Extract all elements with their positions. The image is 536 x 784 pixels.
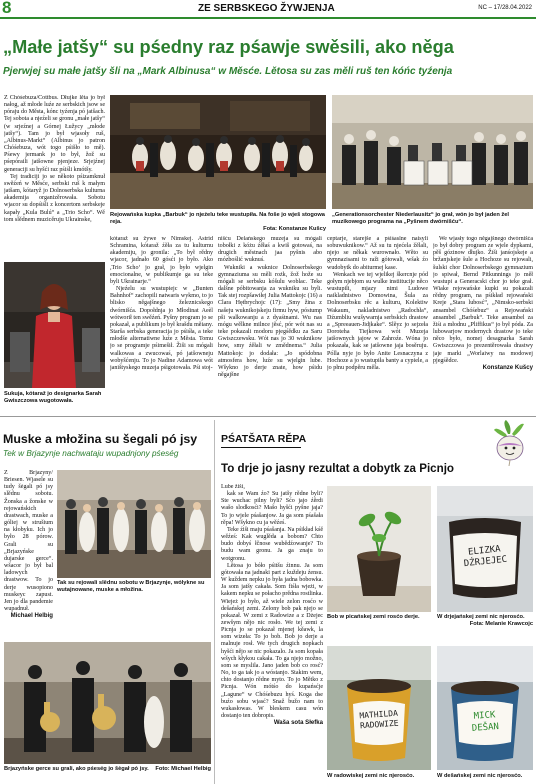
dance-photo-caption (110, 212, 326, 232)
plant-pot-photo-picnjo (327, 486, 431, 612)
plant-pot-caption-jar (437, 614, 533, 630)
caption-text: Rejowańska kupka „Barbuk“ jo njeźelu teke wustupiła. Na foše jo wješ stogowa reja. (110, 212, 325, 225)
photo-credit: Fota: Konstanze Kušcy (263, 225, 326, 232)
singer-photo (4, 262, 105, 388)
plant-pot-caption-radowize: W radowiskej zemi nic njerosćo. (327, 773, 415, 779)
procession-photo-caption: Tak su rejowali slědnu sobotu w Brjazynje, wólykne su wutajnowane, muske a młožina. (57, 580, 205, 593)
caption-text: W drjejańskej zemi nic njerosćo. (437, 614, 525, 620)
lead-paragraph: Tej tradiciji jo se někoto pśizamknuł swěźeń w Měsće, serbski ruš k małym jatšam, kótaryž jo Dolnoserbska kulturna akademija organizěrowała. Sobotu wjacor su dopśiśli z koncertom serbskeje kapały „Kula Bulú“ a „Trio Scho“. Wě tom slědnem muzicěruju Ukrainske, (4, 173, 105, 223)
plant-pot-photo-radowize (327, 646, 431, 770)
bottom-left-subheadline: Tek w Brjazynje nachwataju wupadnjony pśeség (3, 449, 179, 458)
lead-headline: „Małe jatšy“ su pśedny raz pśawje swěsili, ako něga (3, 37, 454, 57)
lead-subheadline: Pjerwjej su małe jatšy šli na „Mark Albinusa“ w Měsće. Lětosa su zas měli ruš ten kóńc tyźenja (3, 66, 453, 77)
article-paragraph: kak se Wam źo? Su jatšy rědne byli? Ste wuchac pilny byli? Sćo jajo źěrdi wašo slodkosći? Mašo hyšći pyšne jaja? To jo wjele pśašanjow. Ja ga som pśašała rěpa! Wšykno cu ja wěźeś. (221, 491, 323, 526)
page-number: 8 (2, 0, 12, 17)
orchestra-photo-caption: „Generationsorchester Niederlausitz“ jo grał, wón jo był jaden žel muzikowego programa na „Pyšnem dwórnišću“. (332, 212, 509, 225)
lead-paragraph: We wjasły togo něgajšnego dwórnišća jo był dobry program ze wjele dypkami, pěš gózinow dłujko. Žiši janśojskeje a bržanjskeje šule a Hochoze su rejowali, šulski chor Dolnoserbskego gymnazium jo spiwał, Bernd Pitkunnings jo měł wustupi a Generacski chor jo teke grał. Wiake rejowańske kupki su pokazali rědny program, na pśikład rejowański Kreje „Stara lubosć“, „Nimsko-serbski ansambel Chóśebuz“ a Rejowański ansambel „Barbuk“. Teke ansambel za žiśi a młodnu „Pliffikus“ jo był póda. Za lubowarjow modernych drastow jo teke něco było, nomej desagnarka Sarah Gwiszczowa jo prezentěrowała drastwy jaje marki „Worlaiwy na modowej pjegśědce. (433, 236, 533, 364)
plant-pot-caption-dessan: W dešańskej zemi nic njerosćo. (437, 773, 523, 779)
issue-label: NC – 17/28.04.2022 (478, 5, 532, 11)
lead-column-1 (4, 95, 105, 258)
photo-credit: Foto: Michael Helbig (155, 766, 211, 772)
lead-column-4 (327, 236, 428, 411)
singer-photo-caption: Sukuja, kótaraž jo designarka Sarah Gwiszczowa wugotowała. (4, 391, 102, 404)
lead-paragraph: Njeźelu su wustupiejc w „Bunten Bahnhof“ zachopili natwaris wykmo, to jo blisko něgajšnego železnicskego dwórnišća. Dopołdnja jo Młodinat Aeèl wótworił ten swěźeń. Pyšny program jo se pokazał, a publikum jo był krašdu měiany. Starša serbska generacija jo pśiśła, a teke młodše alternatiwne luźe z Města. Tomu jo se programje pśimešił. Žiši su mógali walkowas a zwucowaś, pó jatšowneju wobyšćenju. To jo Nadine Adamowa wót janištyskego muzeja pśigotowała. Pśi stoj- (110, 286, 213, 371)
turnip-mascot-illustration (486, 420, 534, 466)
section-title: ZE SERBSKEGO ŽYWJENJA (198, 3, 335, 14)
article-paragraph: Lube žiši, (221, 484, 245, 490)
section-divider (0, 416, 536, 417)
lead-column-5 (433, 236, 533, 411)
brass-band-photo (4, 642, 211, 764)
plant-pot-photo-dessan (437, 646, 533, 770)
lead-column-2 (110, 236, 213, 411)
bottom-right-headline: To drje jo jasny rezultat a dobytk za Picnjo (221, 462, 454, 475)
column-divider (214, 420, 215, 784)
article-paragraph: Lětosa jo bóło pśitšu źinnu. Ja som gótowała na jadnaki part z kuždeju źensu. W kuždem nepku jo była jadna bobowka. Ja som jatšy cakała. Som fiśła wjeżi, w kakem nepku se połacho prědna rostlinka. Wiejeż jo było, až wiele zelon rosćo w dešańskej zemi. Zelony bob pak njejo se pokazał. W zemi z Radowize a z Dżejec zewšym nějo nic rosło. We tej zemi z Picnja jo se pokazał mjenej kěawk, la som wizeła: To jo bob. Bob jo derje a malnuje rosł. We tych drugich nopkach hyšći nějo se nic pokazalo. Ja som kopała wšych kłykou cakała. To ga njejo možno, som se myslila. Jano jaden bob co rosć? No, to ga tak jo a wóstanjo. Stakim wem, chto dostanjo rědne myto. To jo Mětko z Picnja. Wón mótśo do kupańsćje „Lagune“ w Chóśebuzu hyś. Koga dse buźo sobu wjasć? Snaž bužo nam to wukasłowas. W bleskem casu wón dostanjo ten dobropis. (221, 562, 323, 719)
lead-paragraph: Wenkach we tej wjelikej škercnje pód gołym njebjom su wulke instiitucije něco wustupili, mjazy nimi Ludowe naikladnistwo Domowina, Šula za Dolnoserbsku rěc a kulturu, Kolektiw Wakaum, nakladnistwo „Radochła“, Dźumbliu wušywarnja serbskich drastow a „Spreeauen-Jidjkake“. Slěyz jo sejzeła Doroteha Tiejkowa wót Muzeja jatšownych jajow w Zahroźe. Wóna jo pokazała, kak se jatšowne jaja bosěruju. Pólla nyje jo było Anite Lesnaczyna z Hochoze a jo wustupiła banty a cypiele, a jo płnu podpěru měla. (327, 271, 428, 371)
procession-photo (57, 470, 211, 578)
lead-paragraph: ceptarje, starejše a pśiśaslne naisyli sobuwuknikow.“ Až su tu njećela žělali, njejo se někak wurownało. Wěto su gymnazisami to raži gótowali, wšak źo wudobytk do abiturmej kase. (327, 236, 428, 271)
bottom-left-headline: Muske a młožina su šegali pó jsy (3, 432, 198, 446)
column-title-underline (221, 447, 301, 448)
brass-band-photo-caption (4, 766, 211, 782)
plant-pot-photo-jar (437, 486, 533, 612)
orchestra-photo (332, 95, 533, 209)
lead-column-3 (218, 236, 322, 411)
lead-paragraph: Wukniki a wuknice Dolnoserbskego gymnaziuma su měli rożk, žož hože su mógali se serbsku kóšulu woblac. Teke dalšne póbitowanja za wukniku su byli. Tak stej rozpšawiłej Julia Mattokojc (16) a Clara Hętbrychojc (17): „Smy žina z našeju wuknikojskeju firmu hyw, póstump pši walkowanju a z dyaśtnami. Wu nas mógu wělkne milnce jěsć, pór wót nas su teke pokazali modoru pjegśědku za Saru Gwiszczewsku. Wót nas jo 30 wuknikow how, smy źěłali w změdnema.“ Julia Mattokojc jo dodała: „Jo spódobna atmosfera how, luźe su wjelgin lube. Wšykno jo derje znate, how pśidu něgajšne (218, 264, 322, 378)
jar-label: MICK DEŠAN (471, 710, 500, 734)
article-paragraph: Z Brjazyny/ Briesen. Wjasele su tudy šėgali pó jsy slědnu sobotu. Žonska a žonske w rejowańskich drastwach, muske a góliej w strušium na kłobyku. Ich jo było 28 pórow. Grali su „Brjazyńske dujarske gerce“. wšacor jo był bal ladowych drastwow. To jo derje wusopiono muskeyc zapust. Jen jo dla pandemie wupadnuł. (4, 470, 53, 612)
plant-pot-caption-picnjo: Bob w picańskej zemi rosćo derje. (327, 614, 420, 620)
author-signature: Konstanze Kušcy (482, 364, 533, 371)
dance-photo (110, 95, 326, 209)
lead-paragraph: kótaraž su žywe w Nimskej. Astrid Schramina, kótaraž źěła za tu kulturnu akademiju, jo gronila: „To był rědny wjacor, jadnało 60 gósći jo było. Ako ,Trio Scho‘ jo grał, jo było wjelgin emocionalne, w publikumje ga su teke byli Ukrainarje.“ (110, 236, 213, 285)
bottom-left-body (4, 470, 53, 638)
jar-label: MATHILDA RADOWIZE (359, 708, 399, 731)
lead-paragraph: nišću Delańskego muzeja su mógali tobołki z kóżu źěłaś a kwiš gotowaś, na drugich městnach jaa pyšnis abo mózboślić wuknuś. (218, 236, 322, 264)
article-paragraph: Teke źiši maju pśašanja. Na pśikład kśě wěźeś: Kak wuglěda a bobom? Chto budo dobyś łčnose wubědźowanje? To budu wam gronu. Ja ga znaju to wotgronu. (221, 526, 323, 562)
author-signature: Waša sota Słefka (273, 720, 323, 727)
caption-text: Brjazyńske gerce su grali, ako pśeség jo šėgał pó jsy. (4, 766, 149, 772)
lead-paragraph: Z Chóśebuza/Cottbus. Dłujke lěta jo był nałog, až młode luźe ze serbskich jsow se póraju do Města, kónc tyźenja pó jatšach. Tej sobota a njeźeli se gronu „małe jatšy“ (w srjeźnej a Górnej Łužycy „młode jatšy“). Tam jo był wjasoły ruš, „Albinus-Markt“ (Albinus jo patron Chóśebuza, wót togo pśišło to mě). Pśewy jermank jo to był, žož su pśepóraili jatšowne pjenjeze. Srjejźnej generaciji su hyšći raz pśiśli kmótšy. (4, 95, 105, 173)
photo-credit: Fota: Melanie Krawcojc (469, 620, 533, 627)
jar-label: ELIZKA DŹRJEJEC (463, 544, 508, 570)
header-bar (0, 0, 536, 17)
column-title: PŚATŠATA RĚPA (221, 433, 307, 445)
header-rule (0, 17, 536, 19)
author-signature: Michael Helbig (10, 613, 53, 620)
bottom-right-body (221, 484, 323, 784)
